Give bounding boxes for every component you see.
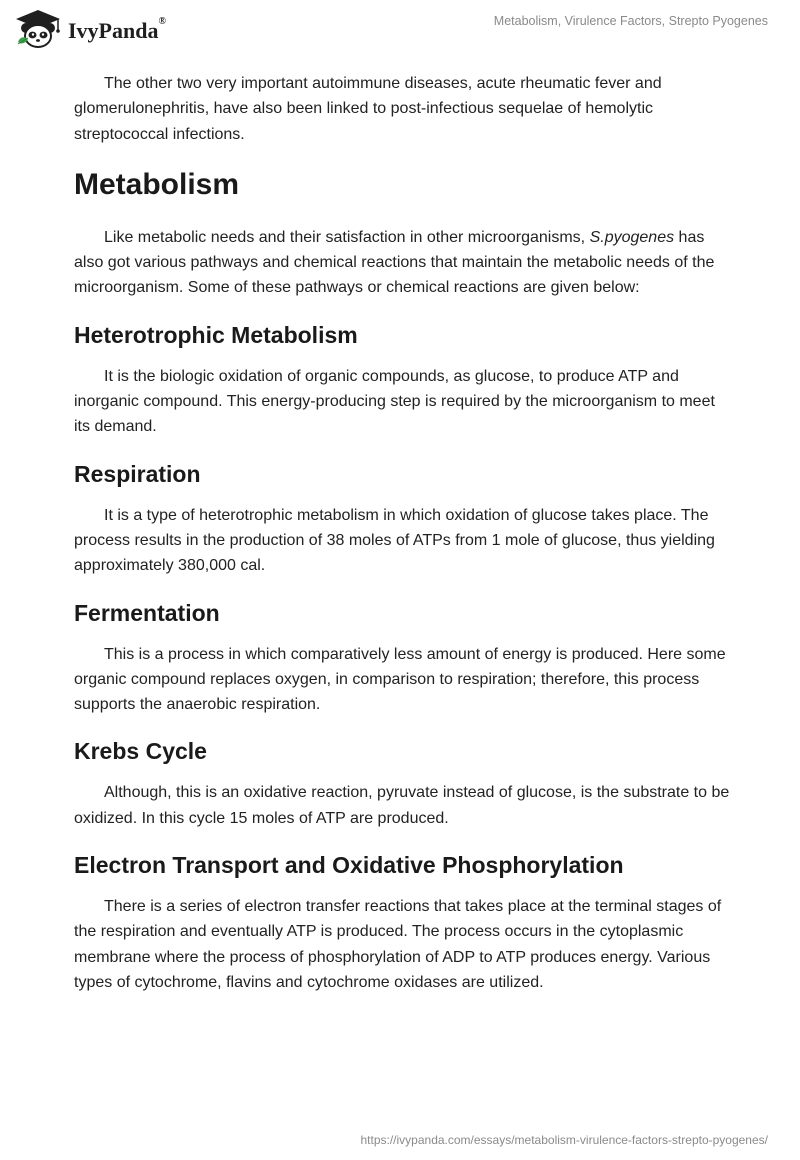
ivypanda-logo-link[interactable] (14, 8, 166, 52)
section-paragraph-krebs-cycle: Although, this is an oxidative reaction, pyruvate instead of glucose, is the substrate to be oxidized. In this cycle 15 moles of ATP are produced. (74, 784, 730, 827)
panda-graduate-icon (14, 8, 62, 52)
section-paragraph-electron-transport: There is a series of electron transfer reactions that takes place at the terminal stages of the respiration and eventually ATP is produced. The process occurs in the cytoplasmic membrane where the process of phosphorylation of ADP to ATP produces energy. Various types of cytochrome, flavins and cytochrome oxidases are utilized. (74, 898, 722, 991)
intro-paragraph: The other two very important autoimmune diseases, acute rheumatic fever and glomerulonephritis, have also been linked to post-infectious sequelae of hemolytic streptococcal infections. (74, 75, 662, 143)
essay-body (74, 71, 730, 995)
metabolism-paragraph: Like metabolic needs and their satisfaction in other microorganisms, S.pyogenes has also got various pathways and chemical reactions that maintain the metabolic needs of the microorganism. Some of these pathways or chemical reactions are given below: (74, 228, 715, 297)
section-paragraph-respiration: It is a type of heterotrophic metabolism in which oxidation of glucose takes place. The process results in the production of 38 moles of ATPs from 1 mole of glucose, thus yielding approximately 380,000 cal. (74, 506, 715, 575)
brand-name: IvyPanda® (68, 16, 166, 43)
section-heading-heterotrophic: Heterotrophic Metabolism (74, 321, 358, 348)
section-heading-electron-transport: Electron Transport and Oxidative Phosphorylation (74, 852, 624, 879)
section-heading-respiration: Respiration (74, 460, 201, 487)
section-heading-krebs-cycle: Krebs Cycle (74, 738, 207, 765)
registered-mark: ® (158, 16, 166, 27)
page-header (0, 0, 800, 62)
source-url-link[interactable]: https://ivypanda.com/essays/metabolism-virulence-factors-strepto-pyogenes/ (360, 1133, 768, 1147)
metabolism-heading: Metabolism (74, 167, 240, 201)
section-paragraph-heterotrophic: It is the biologic oxidation of organic compounds, as glucose, to produce ATP and inorganic compound. This energy-producing step is required by the microorganism to meet its demand. (74, 367, 715, 436)
section-paragraph-fermentation: This is a process in which comparatively less amount of energy is produced. Here some organic compound replaces oxygen, in comparison to respiration; therefore, this process supports the anaerobic respiration. (74, 645, 726, 714)
section-heading-fermentation: Fermentation (74, 599, 220, 626)
species-name: S.pyogenes (589, 228, 675, 246)
document-title: Metabolism, Virulence Factors, Strepto Pyogenes (493, 14, 768, 28)
